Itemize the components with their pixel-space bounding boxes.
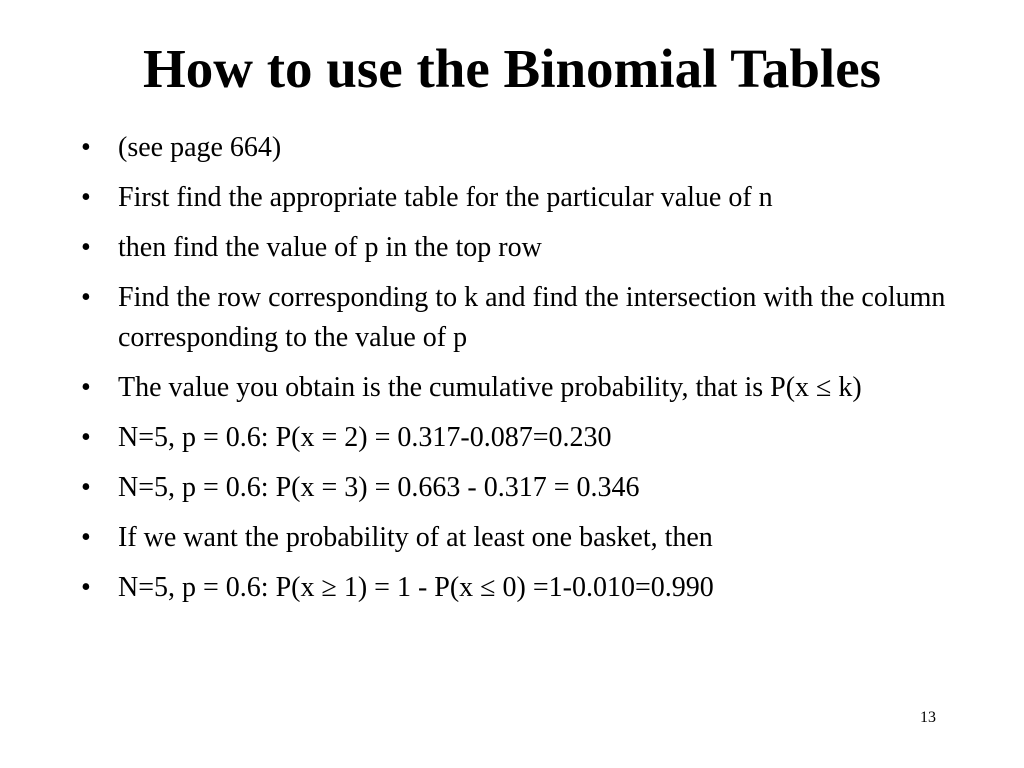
bullet-text: Find the row corresponding to k and find the intersection with the column corresponding to the value of p <box>118 282 946 353</box>
bullet-list <box>77 128 957 618</box>
bullet-text: N=5, p = 0.6: P(x ≥ 1) = 1 - P(x ≤ 0) =1-0.010=0.990 <box>118 572 714 603</box>
bullet-marker: • <box>81 372 91 403</box>
bullet-marker: • <box>81 422 91 453</box>
bullet-text: N=5, p = 0.6: P(x = 2) = 0.317-0.087=0.230 <box>118 422 612 453</box>
bullet-marker: • <box>81 472 91 503</box>
bullet-item <box>77 568 957 608</box>
bullet-item <box>77 368 957 408</box>
bullet-marker: • <box>81 232 91 263</box>
bullet-text: N=5, p = 0.6: P(x = 3) = 0.663 - 0.317 = 0.346 <box>118 472 640 503</box>
bullet-marker: • <box>81 522 91 553</box>
bullet-text: The value you obtain is the cumulative probability, that is P(x ≤ k) <box>118 372 862 403</box>
bullet-item <box>77 468 957 508</box>
bullet-item <box>77 418 957 458</box>
bullet-text: then find the value of p in the top row <box>118 232 542 263</box>
bullet-item <box>77 518 957 558</box>
bullet-text: If we want the probability of at least one basket, then <box>118 522 713 553</box>
bullet-item <box>77 278 957 358</box>
slide-title: How to use the Binomial Tables <box>142 38 882 99</box>
bullet-marker: • <box>81 572 91 603</box>
bullet-marker: • <box>81 132 91 163</box>
bullet-text: (see page 664) <box>118 132 282 163</box>
bullet-item <box>77 128 957 168</box>
bullet-item <box>77 228 957 268</box>
bullet-item <box>77 178 957 218</box>
bullet-marker: • <box>81 282 91 313</box>
bullet-text: First find the appropriate table for the particular value of n <box>118 182 773 213</box>
bullet-marker: • <box>81 182 91 213</box>
page-number: 13 <box>920 709 936 726</box>
